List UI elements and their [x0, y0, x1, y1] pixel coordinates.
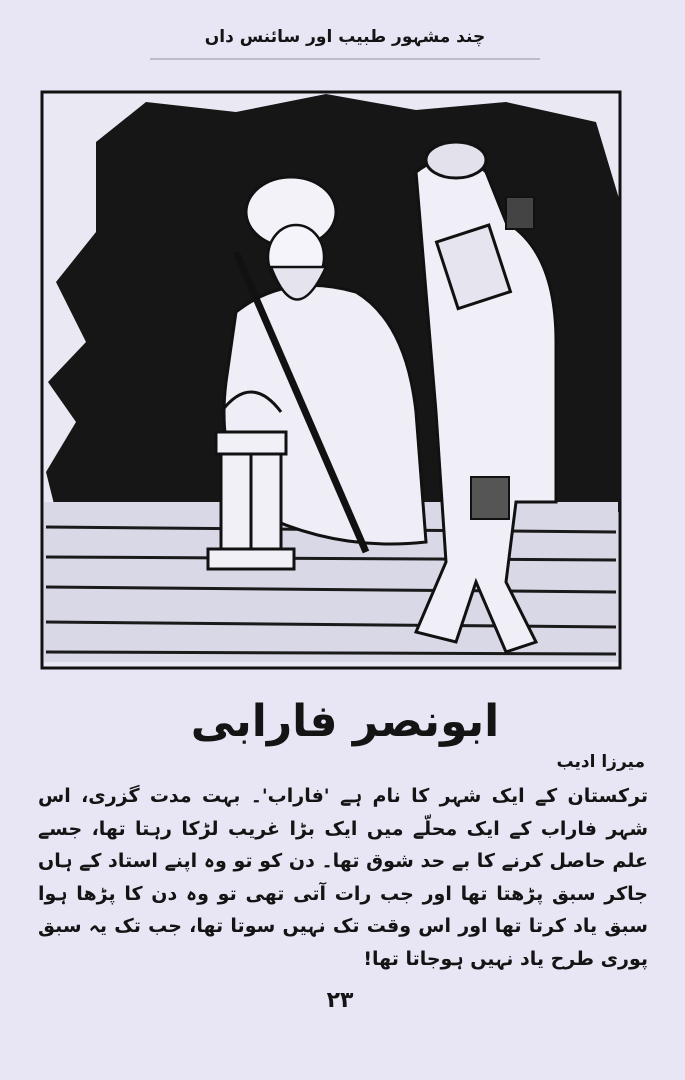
illustration [36, 82, 626, 672]
page-number: ۲۳ [326, 988, 354, 1013]
header-rule [150, 58, 540, 60]
patch-shoulder [506, 197, 534, 229]
paragraph: ترکستان کے ایک شہر کا نام ہے 'فاراب'۔ بہت مدت گزری، اس شہر فاراب کے ایک محلّے میں ایک بڑا غریب لڑکا رہتا تھا، جسے علم حاصل کرنے کا بے حد شوق تھا۔ دن کو تو وہ اپنے استاد کے ہاں جاکر سبق پڑھتا تھا اور جب رات آتی تھی تو وہ دن کا پڑھا ہوا سبق یاد کرتا تھا اور اس وقت تک نہیں سوتا تھا، جب تک یہ سبق پوری طرح یاد نہیں ہوجاتا تھا! [38, 785, 648, 970]
chapter-title: ابونصر فارابی [190, 696, 500, 747]
body-text [38, 780, 648, 975]
patch-trousers [471, 477, 509, 519]
author-name: میرزا ادیب [556, 752, 645, 772]
running-header: چند مشہور طبیب اور سائنس داں [204, 27, 486, 47]
student-cap [426, 142, 486, 178]
